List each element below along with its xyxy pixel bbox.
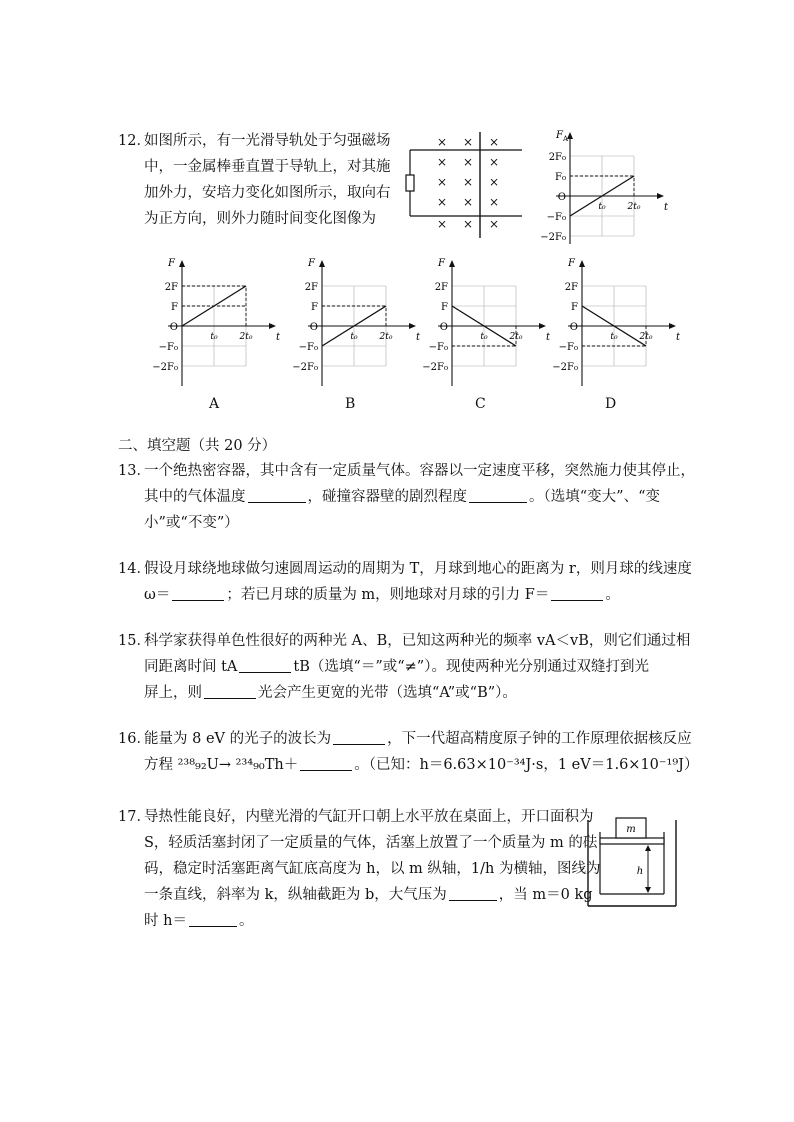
y-tick-label: −F₀	[546, 212, 566, 223]
answer-blank[interactable]	[248, 488, 306, 503]
x-axis-arrow	[269, 323, 276, 329]
y-tick-label: F	[441, 302, 448, 313]
y-tick-label: −2F₀	[552, 362, 578, 373]
y-tick-label: −2F₀	[292, 362, 318, 373]
option-b-graph[interactable]	[280, 256, 420, 396]
y-tick-label: −2F₀	[540, 232, 566, 243]
x-axis-label: t	[676, 332, 680, 343]
section-heading: 二、填空题（共 20 分）	[118, 438, 277, 454]
y-tick-label: 2F₀	[548, 152, 566, 163]
field-cross-mark: ×	[436, 195, 448, 209]
x-axis-label: t	[416, 332, 420, 343]
field-cross-mark: ×	[488, 135, 500, 149]
option-c-label[interactable]: C	[475, 396, 486, 412]
x-tick-label: 2t₀	[379, 332, 393, 342]
answer-blank[interactable]	[204, 684, 256, 699]
field-cross-mark: ×	[462, 135, 474, 149]
y-tick-label: −2F₀	[152, 362, 178, 373]
height-label: h	[636, 866, 644, 877]
x-axis-label: t	[664, 202, 669, 213]
answer-blank[interactable]	[189, 912, 237, 927]
option-a-graph[interactable]	[140, 256, 280, 396]
y-tick-label: −F₀	[558, 342, 578, 353]
field-cross-mark: ×	[436, 217, 448, 231]
field-cross-mark: ×	[488, 195, 500, 209]
question-16: 16． 能量为 8 eV 的光子的波长为 ，下一代超高精度原子钟的工作原理依据核反应 方程 ²³⁸₉₂U→ ²³⁴₉₀Th＋ 。（已知：h＝6.63×10⁻³⁴J·s，1 eV＝1.6×10⁻¹⁹J）	[118, 731, 699, 773]
x-tick-label: 2t₀	[639, 332, 653, 342]
field-cross-mark: ×	[436, 155, 448, 169]
y-tick-label: F₀	[555, 172, 566, 183]
y-tick-label: F	[571, 302, 578, 313]
y-axis-label: F	[568, 258, 575, 269]
x-axis-arrow	[669, 323, 676, 329]
resistor	[406, 175, 414, 191]
y-tick-label: −F₀	[298, 342, 318, 353]
y-axis-label: F	[556, 130, 563, 141]
answer-blank[interactable]	[300, 756, 352, 771]
field-cross-mark: ×	[488, 155, 500, 169]
y-tick-label: F	[311, 302, 318, 313]
y-tick-label: F	[171, 302, 178, 313]
question-14: 14． 假设月球绕地球做匀速圆周运动的周期为 T，月球到地心的距离为 r，则月球的线速度 ω＝ ；若已月球的质量为 m，则地球对月球的引力 F＝ 。	[118, 561, 692, 603]
y-axis-arrow	[579, 260, 585, 267]
y-axis-arrow	[449, 260, 455, 267]
field-cross-mark: ×	[488, 175, 500, 189]
y-tick-label: 2F	[564, 282, 578, 293]
x-tick-label: t₀	[610, 332, 618, 342]
y-tick-label: O	[557, 192, 566, 203]
question-number: 12．	[118, 133, 151, 149]
question-12: 12． 如图所示，有一光滑导轨处于匀强磁场 中，一金属棒垂直置于导轨上，对其施 加外力，安培力变化如图所示，取向右 为正方向，则外力随时间变化图像为	[118, 128, 408, 232]
x-axis-arrow	[657, 193, 664, 199]
magnetic-rail-diagram	[400, 130, 530, 242]
x-tick-label: 2t₀	[627, 202, 641, 212]
option-b-label[interactable]: B	[345, 396, 356, 412]
y-axis-label: F	[168, 258, 175, 269]
y-tick-label: 2F	[164, 282, 178, 293]
field-cross-mark: ×	[488, 217, 500, 231]
field-cross-mark: ×	[462, 175, 474, 189]
ampere-force-graph	[528, 128, 678, 246]
y-tick-label: O	[439, 322, 448, 333]
x-tick-label: t₀	[350, 332, 358, 342]
question-15: 15． 科学家获得单色性很好的两种光 A、B，已知这两种光的频率 vA＜vB，则它们通过相 同距离时间 tA tB（选填“＝”或“≠”）。现使两种光分别通过双缝打到光 屏上，则 光会产生更宽的光带（选填“A”或“B”）。	[118, 633, 691, 701]
y-tick-label: O	[309, 322, 318, 333]
answer-blank[interactable]	[551, 586, 603, 601]
field-cross-mark: ×	[436, 175, 448, 189]
y-axis-label: F	[308, 258, 315, 269]
y-tick-label: O	[169, 322, 178, 333]
field-cross-mark: ×	[462, 217, 474, 231]
y-axis-label: F	[438, 258, 445, 269]
x-axis-label: t	[546, 332, 550, 343]
y-tick-label: −F₀	[158, 342, 178, 353]
answer-blank[interactable]	[449, 886, 497, 901]
option-a-label[interactable]: A	[209, 396, 220, 412]
answer-blank[interactable]	[469, 488, 527, 503]
option-d-label[interactable]: D	[605, 396, 617, 412]
x-tick-label: t₀	[598, 202, 606, 212]
question-13: 13． 一个绝热密容器，其中含有一定质量气体。容器以一定速度平移，突然施力使其停止， 其中的气体温度 ，碰撞容器壁的剧烈程度 。（选填“变大”、“变 小”或“不变”）	[118, 463, 695, 531]
answer-blank[interactable]	[172, 586, 224, 601]
option-c-graph[interactable]	[410, 256, 550, 396]
question-17: 17． 导热性能良好，内壁光滑的气缸开口朝上水平放在桌面上，开口面积为 S，轻质活塞封闭了一定质量的气体，活塞上放置了一个质量为 m 的砝 码，稳定时活塞距离气缸底高度为 h，以 m 纵轴，1/h 为横轴，图线为 一条直线，斜率为 k，纵轴截距为 b，大气压为 ，当 m＝0 kg 时 h＝ 。	[118, 809, 601, 929]
x-tick-label: 2t₀	[239, 332, 253, 342]
field-cross-mark: ×	[436, 135, 448, 149]
y-axis-arrow	[179, 260, 185, 267]
y-axis-arrow	[319, 260, 325, 267]
x-axis-label: t	[276, 332, 280, 343]
y-tick-label: 2F	[304, 282, 318, 293]
x-tick-label: t₀	[480, 332, 488, 342]
y-tick-label: −2F₀	[422, 362, 448, 373]
field-cross-mark: ×	[462, 155, 474, 169]
y-tick-label: O	[569, 322, 578, 333]
mass-label: m	[626, 824, 636, 835]
piston	[600, 838, 664, 844]
field-cross-mark: ×	[462, 195, 474, 209]
gas-cylinder-diagram	[582, 810, 682, 910]
answer-blank[interactable]	[239, 658, 291, 673]
x-tick-label: 2t₀	[509, 332, 523, 342]
answer-blank[interactable]	[333, 730, 385, 745]
y-tick-label: −F₀	[428, 342, 448, 353]
y-tick-label: 2F	[434, 282, 448, 293]
y-axis-subscript: A	[563, 135, 569, 143]
option-d-graph[interactable]	[540, 256, 680, 396]
x-tick-label: t₀	[210, 332, 218, 342]
